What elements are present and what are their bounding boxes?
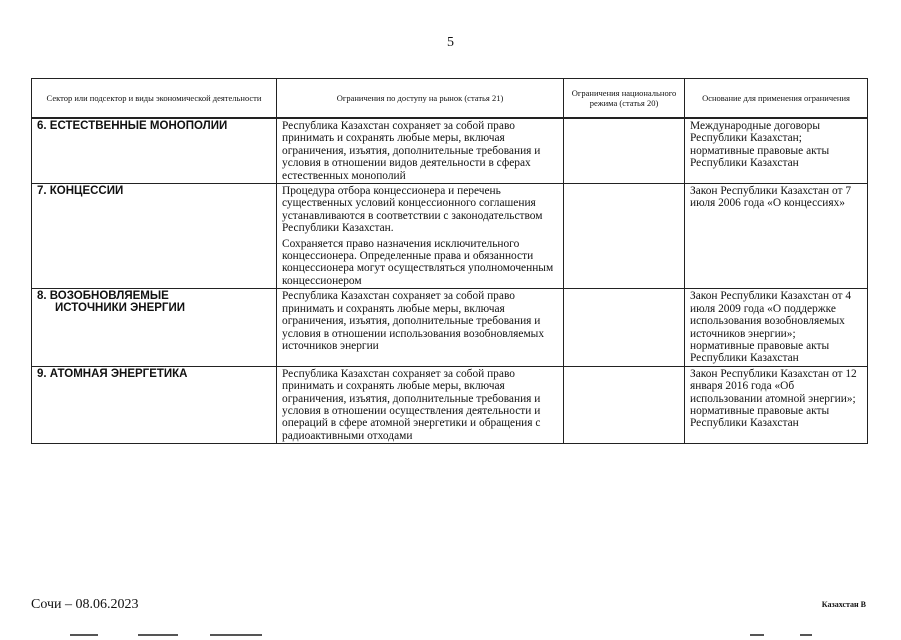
reservations-table bbox=[31, 78, 868, 444]
page-number: 5 bbox=[447, 35, 454, 50]
market-access-cell bbox=[277, 118, 564, 184]
scan-artifact-marks bbox=[60, 634, 860, 638]
basis-cell: Закон Республики Казахстан от 4 июля 2009 года «О поддержке использования возобновляемых источников энергии»; нормативные правовые акты Республики Казахстан bbox=[685, 289, 868, 366]
footer-country-tag: Казахстан В bbox=[821, 600, 866, 609]
market-access-text: Республика Казахстан сохраняет за собой право принимать и сохранять любые меры, включая ограничения, изъятия, дополнительные требования и условия в отношении видов деятельности в сферах естественных монополий bbox=[282, 120, 541, 182]
sector-title: 9. АТОМНАЯ ЭНЕРГЕТИКА bbox=[37, 367, 188, 380]
table-row bbox=[32, 289, 868, 366]
market-access-text: Процедура отбора концессионера и перечень существенных условий концессионного соглашения устанавливаются в соответствии с законодательством Республики Казахстан. bbox=[282, 185, 543, 235]
market-access-text: Республика Казахстан сохраняет за собой право принимать и сохранять любые меры, включая ограничения, изъятия, дополнительные требования и условия в отношении использования возобновляемых источников энергии bbox=[282, 290, 545, 352]
header-market-access: Ограничения по доступу на рынок (статья 21) bbox=[277, 79, 564, 119]
table-row bbox=[32, 118, 868, 184]
sector-title-continued: ИСТОЧНИКИ ЭНЕРГИИ bbox=[55, 302, 185, 315]
national-regime-cell bbox=[564, 184, 685, 289]
market-access-text: Республика Казахстан сохраняет за собой право принимать и сохранять любые меры, включая ограничения, изъятия, дополнительные требования и условия в отношении осуществления деятельности и операций в сфере атомной энергетики и обращения с радиоактивными отходами bbox=[282, 367, 541, 442]
table-header-row bbox=[32, 79, 868, 119]
market-access-cell bbox=[277, 184, 564, 289]
sector-cell bbox=[32, 289, 277, 366]
header-basis: Основание для применения ограничения bbox=[685, 79, 868, 119]
market-access-text: Сохраняется право назначения исключительного концессионера. Определенные права и обязанности концессионера могут осуществляться уполномоченным концессионером bbox=[282, 237, 554, 287]
sector-title: 7. КОНЦЕССИИ bbox=[37, 185, 124, 198]
national-regime-cell bbox=[564, 118, 685, 184]
table-row bbox=[32, 184, 868, 289]
basis-cell: Закон Республики Казахстан от 7 июля 2006 года «О концессиях» bbox=[685, 184, 868, 289]
sector-cell bbox=[32, 184, 277, 289]
table-row bbox=[32, 366, 868, 443]
header-sector: Сектор или подсектор и виды экономической деятельности bbox=[32, 79, 277, 119]
sector-title: 8. ВОЗОБНОВЛЯЕМЫЕ bbox=[37, 290, 169, 303]
header-national-regime: Ограничения национального режима (статья 20) bbox=[564, 79, 685, 119]
sector-title: 6. ЕСТЕСТВЕННЫЕ МОНОПОЛИИ bbox=[37, 120, 228, 132]
market-access-cell bbox=[277, 366, 564, 443]
basis-cell: Закон Республики Казахстан от 12 января 2016 года «Об использовании атомной энергии»; нормативные правовые акты Республики Казахстан bbox=[685, 366, 868, 443]
footer-location-date: Сочи – 08.06.2023 bbox=[31, 597, 139, 612]
sector-cell bbox=[32, 118, 277, 184]
basis-cell: Международные договоры Республики Казахстан; нормативные правовые акты Республики Казахстан bbox=[685, 118, 868, 184]
national-regime-cell bbox=[564, 289, 685, 366]
market-access-cell bbox=[277, 289, 564, 366]
national-regime-cell bbox=[564, 366, 685, 443]
sector-cell bbox=[32, 366, 277, 443]
